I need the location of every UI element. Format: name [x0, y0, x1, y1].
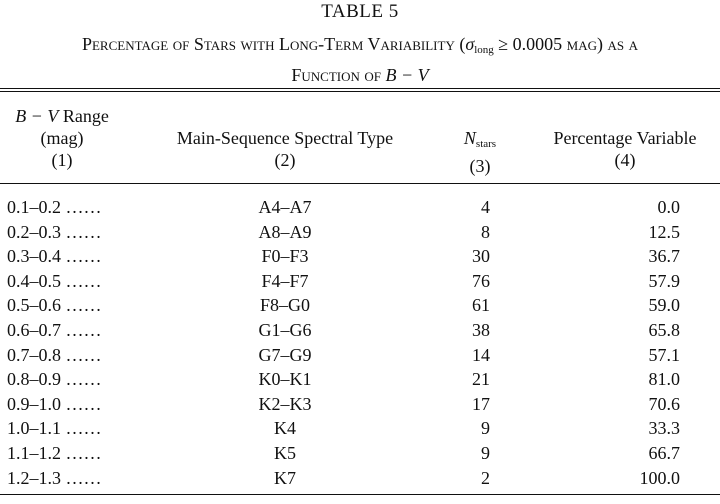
table-row [0, 344, 720, 366]
caption-bv: B − V [385, 65, 429, 85]
spectral-type-cell: K5 [274, 443, 296, 463]
range-cell: 0.4–0.5 …… [7, 271, 102, 291]
header-col1-num: (1) [51, 150, 73, 170]
percentage-cell: 12.5 [648, 222, 680, 242]
n-stars-cell: 30 [472, 246, 490, 266]
caption-sigma-sub: long [474, 44, 494, 56]
spectral-type-cell: A8–A9 [258, 222, 312, 242]
n-stars-cell: 21 [472, 369, 490, 389]
table-row [0, 442, 720, 464]
header-rule [0, 183, 720, 184]
range-cell: 0.7–0.8 …… [7, 345, 102, 365]
table-row [0, 196, 720, 218]
n-stars-cell: 9 [481, 443, 490, 463]
header-col4-num: (4) [614, 150, 636, 170]
header-col1-italic: B − V [15, 106, 59, 126]
header-col4-label: Percentage Variable [553, 128, 697, 148]
table-row [0, 467, 720, 489]
spectral-type-cell: F0–F3 [261, 246, 309, 266]
caption-part1: Percentage of Stars with Long-Term Variability ( [81, 34, 466, 54]
header-col3-label: N [463, 128, 476, 148]
spectral-type-cell: A4–A7 [258, 197, 312, 217]
range-cell: 1.0–1.1 …… [7, 418, 102, 438]
range-cell: 1.2–1.3 …… [7, 468, 102, 488]
n-stars-cell: 38 [472, 320, 490, 340]
table-number: TABLE 5 [321, 1, 399, 22]
n-stars-cell: 4 [481, 197, 490, 217]
caption-part3: Function of [291, 65, 386, 85]
percentage-cell: 100.0 [639, 468, 680, 488]
spectral-type-cell: K7 [274, 468, 296, 488]
percentage-cell: 0.0 [657, 197, 680, 217]
percentage-cell: 57.1 [648, 345, 680, 365]
header-col2-label: Main-Sequence Spectral Type [176, 128, 394, 148]
n-stars-cell: 8 [481, 222, 490, 242]
percentage-cell: 65.8 [648, 320, 680, 340]
top-rule-1 [0, 88, 720, 89]
percentage-cell: 66.7 [648, 443, 680, 463]
header-col3-sub: stars [475, 138, 497, 150]
header-col1-rest: Range [58, 106, 109, 126]
header-col3-num: (3) [469, 156, 491, 176]
n-stars-cell: 17 [472, 394, 490, 414]
header-col2 [140, 127, 430, 171]
table-row [0, 270, 720, 292]
percentage-cell: 59.0 [648, 295, 680, 315]
range-cell: 1.1–1.2 …… [7, 443, 102, 463]
range-cell: 0.1–0.2 …… [7, 197, 102, 217]
table-row [0, 393, 720, 415]
table-row [0, 417, 720, 439]
spectral-type-cell: F8–G0 [259, 295, 310, 315]
range-cell: 0.3–0.4 …… [7, 246, 102, 266]
spectral-type-cell: F4–F7 [261, 271, 309, 291]
table-row [0, 245, 720, 267]
caption-sigma: σ [465, 34, 475, 54]
range-cell: 0.5–0.6 …… [7, 295, 102, 315]
n-stars-cell: 14 [472, 345, 490, 365]
top-rule-2 [0, 91, 720, 92]
header-col1 [0, 105, 124, 171]
spectral-type-cell: K4 [274, 418, 296, 438]
table-row [0, 294, 720, 316]
header-col2-num: (2) [274, 150, 296, 170]
bottom-rule [0, 494, 720, 495]
caption-part2: ≥ 0.0005 mag) as a [493, 34, 639, 54]
spectral-type-cell: G1–G6 [258, 320, 312, 340]
percentage-cell: 33.3 [648, 418, 680, 438]
range-cell: 0.6–0.7 …… [7, 320, 102, 340]
percentage-cell: 57.9 [648, 271, 680, 291]
range-cell: 0.2–0.3 …… [7, 222, 102, 242]
table-caption [0, 32, 720, 88]
range-cell: 0.9–1.0 …… [7, 394, 102, 414]
n-stars-cell: 61 [472, 295, 490, 315]
percentage-cell: 36.7 [648, 246, 680, 266]
spectral-type-cell: G7–G9 [258, 345, 312, 365]
n-stars-cell: 2 [481, 468, 490, 488]
spectral-type-cell: K2–K3 [258, 394, 312, 414]
table-row [0, 368, 720, 390]
percentage-cell: 70.6 [648, 394, 680, 414]
header-col3 [430, 127, 530, 177]
n-stars-cell: 9 [481, 418, 490, 438]
n-stars-cell: 76 [472, 271, 490, 291]
table-row [0, 319, 720, 341]
percentage-cell: 81.0 [648, 369, 680, 389]
range-cell: 0.8–0.9 …… [7, 369, 102, 389]
table-row [0, 221, 720, 243]
header-col1-unit: (mag) [40, 128, 84, 148]
spectral-type-cell: K0–K1 [258, 369, 312, 389]
header-col4 [530, 127, 720, 171]
